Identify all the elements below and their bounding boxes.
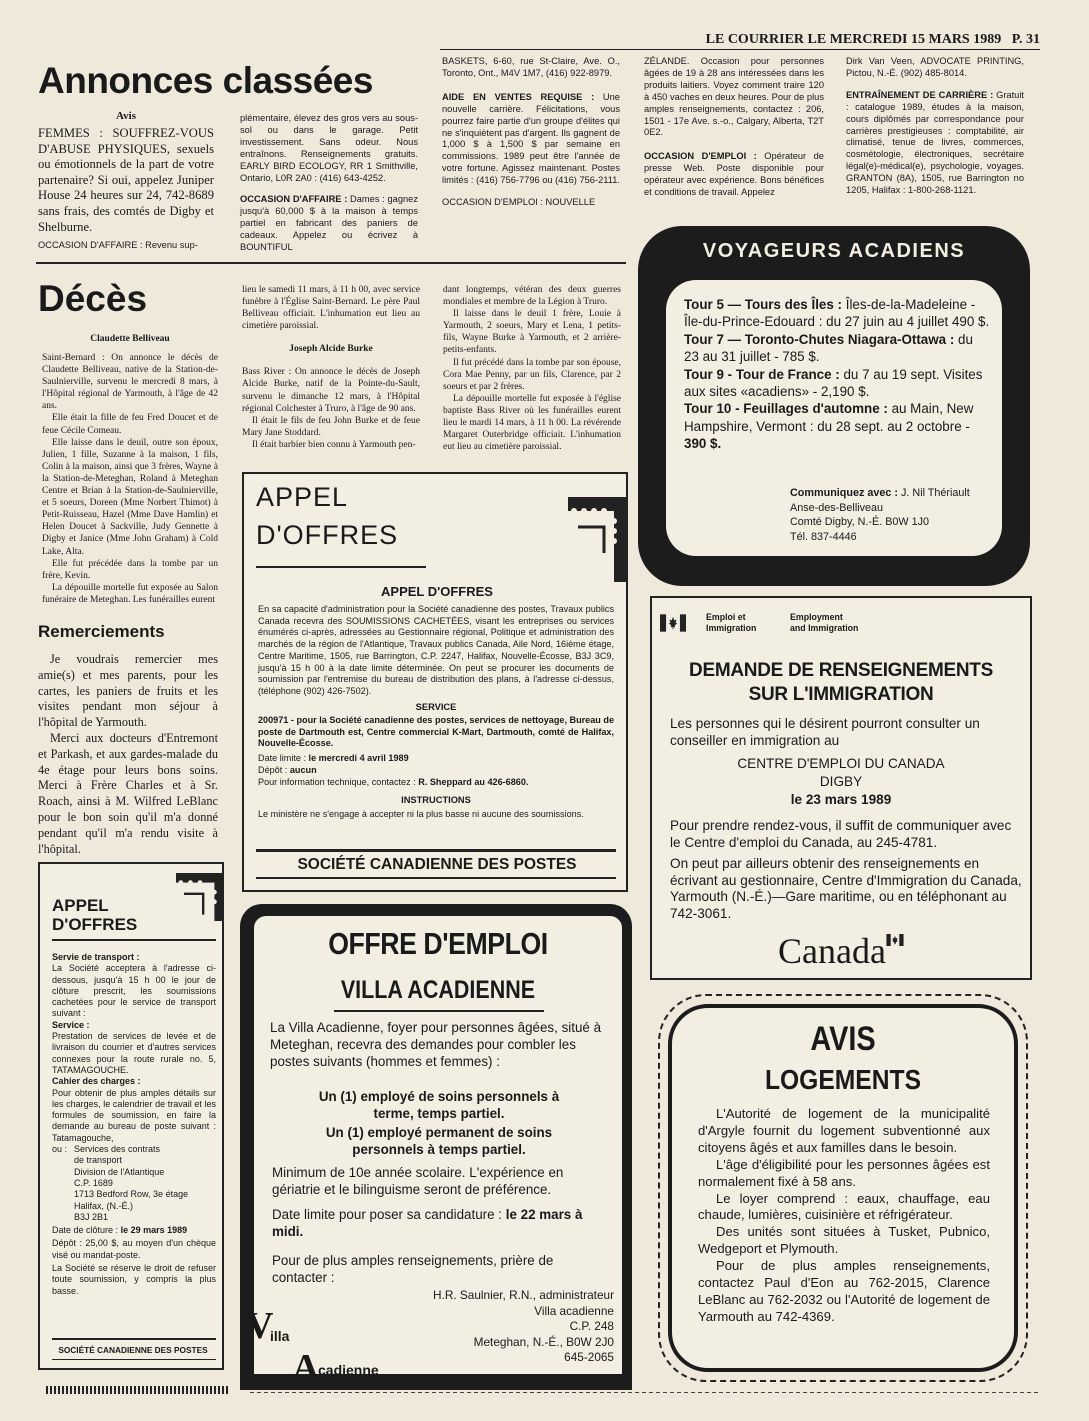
avis-heading: Avis <box>116 110 136 122</box>
col4b-body: Opérateur de presse Web. Poste disponible pour opérateur avec expérience. Bons bénéfices et conditions de travail. Appelez <box>644 151 824 198</box>
deces-title: Décès <box>38 278 148 319</box>
emploi-deadline <box>272 1206 606 1241</box>
classees-col4-text-b <box>644 151 824 199</box>
villa-logo-a: A <box>292 1347 320 1389</box>
tour-10-head: Tour 10 - Feuillages d'automne : <box>684 401 888 417</box>
bottom-rule <box>250 1392 1040 1393</box>
addr-line: B3J 2B1 <box>74 1211 109 1222</box>
addr-lines <box>52 1144 216 1223</box>
deces-name-2: Joseph Alcide Burke <box>289 344 373 355</box>
tour-7 <box>684 331 990 366</box>
reserve-text: La Société se réserve le droit de refuser toute soumission, y compris la plus basse. <box>52 1263 216 1296</box>
appel-small-foot-rule1 <box>52 1338 216 1340</box>
col2b-head: OCCASION D'AFFAIRE : <box>240 194 348 205</box>
contact-line: Anse-des-Belliveau <box>790 501 884 514</box>
villa-logo-cadienne: cadienne <box>318 1362 379 1378</box>
villa-logo-v: V <box>246 1305 274 1347</box>
canada-wordmark: Canada <box>778 931 886 971</box>
date-label: Date limite : <box>258 753 307 764</box>
addr-line: 1713 Bedford Row, 3e étage <box>74 1189 189 1200</box>
addr-line: de transport <box>74 1155 123 1166</box>
tour-10-price: 390 $. <box>684 436 722 452</box>
appel-small-foot-rule2 <box>52 1359 216 1360</box>
sig-line: C.P. 248 <box>569 1319 614 1334</box>
appel-big-title2: D'OFFRES <box>256 520 399 550</box>
appel-small-footer: SOCIÉTÉ CANADIENNE DES POSTES <box>58 1345 208 1355</box>
addr-line: C.P. 1689 <box>74 1177 113 1188</box>
deces-text-1: Saint-Bernard : On annonce le décès de Claudette Belliveau, native de la Station-de-Saulnierville, survenu le mercredi 8 mars, à l'Hôpital régional de Yarmouth, à l'âge de 42 ans. <box>42 353 218 412</box>
appel-big-depot <box>258 765 614 777</box>
s2-head: Service : <box>52 1019 90 1030</box>
en-line2: and Immigration <box>790 622 859 633</box>
classees-col3-text-b <box>442 92 620 187</box>
bottom-border <box>46 1386 228 1394</box>
s2-text: Prestation de services de levée et de livraison du courrier et d'autres services connexes pour la route rurale no. 5, TATAMAGOUCHE. <box>52 1031 216 1075</box>
deces-text-2c: Il était barbier bien connu à Yarmouth pen- <box>252 439 416 450</box>
emploi-pos1: Un (1) employé de soins personnels à terme, temps partiel. <box>318 1089 560 1122</box>
page-header: LE COURRIER LE MERCREDI 15 MARS 1989 P. 31 <box>705 32 1040 47</box>
tour-5-head: Tour 5 — Tours des Îles : <box>684 297 842 312</box>
appel-big-instr: Le ministère ne s'engage à accepter ni la plus basse ni aucune des soumissions. <box>258 809 584 820</box>
sig-line: Villa acadienne <box>534 1303 614 1318</box>
deces-text-1e: La dépouille mortelle fut exposée au Salon funéraire de Meteghan. Les funérailles eurent <box>42 582 218 605</box>
immigration-centre2: DIGBY <box>819 774 863 789</box>
classees-title: Annonces classées <box>38 60 373 101</box>
emploi-intro: La Villa Acadienne, foyer pour personnes âgées, situé à Meteghan, recevra des demandes pour combler les postes suivants (hommes et femmes) : <box>270 1020 602 1069</box>
col5b-body: Gratuit : catalogue 1989, études à la maison, cours diplômés par correspondance pour carrières prestigieuses : comptabilité, air climatisé, tenue de livres, commerces, cosmétologie, électroniques, secrétaire légal(e)-médical(e), psychologie, voyages. GRANTON (8A), 1505, rue Barrington no 1205, Halifax : 1-800-268-1121. <box>846 89 1024 196</box>
emploi-title: OFFRE D'EMPLOI <box>328 926 548 961</box>
col2b-body: Dames : gagnez jusqu'à 60,000 $ à la maison à temps partiel en fabricant des paniers de cadeaux. Appelez ou écrivez à BOUNTIFUL <box>240 194 419 253</box>
appel-big-title-rule <box>256 566 426 568</box>
emploi-more: Pour de plus amples renseignements, prière de contacter : <box>272 1253 554 1286</box>
en-line1: Employment <box>790 612 843 622</box>
emploi-pos2: Un (1) employé permanent de soins personnels à temps partiel. <box>325 1125 553 1158</box>
immigration-en <box>790 612 858 633</box>
appel-big-head: APPEL D'OFFRES <box>381 584 493 599</box>
wordmark-flag-icon <box>886 934 904 946</box>
appel-offres-small <box>38 862 224 1370</box>
classees-col5-text-b <box>846 90 1024 197</box>
s3-text: Pour obtenir de plus amples détails sur les charges, le calendrier de travail et les formules de soumission, en faire la demande au bureau de poste suivant : Tatamagouche, <box>52 1087 216 1143</box>
sig-line: Meteghan, N.-É., B0W 2J0 <box>473 1334 614 1349</box>
deadline-value: le 22 mars à midi. <box>272 1207 583 1240</box>
emploi-subtitle: VILLA ACADIENNE <box>340 976 536 1004</box>
immigration-intro: Les personnes qui le désirent pourront consulter un conseiller en immigration au <box>670 716 980 748</box>
s1-head: Servie de transport : <box>52 952 140 962</box>
contact-label: Communiquez avec : <box>790 487 898 499</box>
appel-big-service-head: SERVICE <box>415 701 457 712</box>
deces-col2 <box>242 284 420 451</box>
contact-name: J. Nil Thériault <box>901 487 970 499</box>
voyageurs-acadiens <box>638 226 1030 586</box>
occasion-affaire-1: OCCASION D'AFFAIRE : Revenu sup- <box>38 240 198 251</box>
tour-7-head: Tour 7 — Toronto-Chutes Niagara-Ottawa : <box>684 331 955 347</box>
classees-col4 <box>644 56 824 199</box>
addr-line: Division de l'Atlantique <box>74 1166 165 1177</box>
avis-logements <box>658 994 1028 1382</box>
logements-p3: Le loyer comprend : eaux, chauffage, eau chaude, lumières, cuisinière et réfrigérateur. <box>698 1190 990 1223</box>
col3b-head: AIDE EN VENTES REQUISE : <box>442 91 595 102</box>
voyageurs-title: VOYAGEURS ACADIENS <box>702 240 966 262</box>
info-value: R. Sheppard au 426-6860. <box>418 777 529 788</box>
logements-p5: Pour de plus amples renseignements, contactez Paul d'Eon au 762-2015, Clarence LeBlanc au 762-2032 ou l'Autorité de logement de Yarmouth au 742-4369. <box>698 1258 990 1324</box>
voyageurs-inner <box>666 280 1002 556</box>
classees-col4-text-a: ZÉLANDE. Occasion pour personnes âgées de 19 à 28 ans intéressées dans les produits laitiers. Voyez comment traire 120 à 450 vaches en deux heures. Pour de plus amples renseignements, contactez : 206, 1501 - 17e Ave. s.-o., Calgary, Alberta, T2T 0E2. <box>644 56 824 138</box>
emploi-req: Minimum de 10e année scolaire. L'expérience en gériatrie et le bilinguisme seront de préférence. <box>272 1165 564 1198</box>
header-rule <box>440 49 1040 50</box>
appel-big-body-wrap <box>258 604 614 821</box>
logements-title2: LOGEMENTS <box>764 1064 922 1095</box>
immigration-p1: Pour prendre rendez-vous, il suffit de communiquer avec le Centre d'emploi du Canada, au 245-4781. <box>670 818 1012 850</box>
deces-col2-a: lieu le samedi 11 mars, à 11 h 00, avec service funèbre à l'Église Saint-Bernard. Le père Paul Belliveau officiait. L'inhumation eut lieu au cimetière paroissial. <box>242 285 420 332</box>
date-value: le mercredi 4 avril 1989 <box>308 753 409 764</box>
deces-col3-a: dant longtemps, vétéran des deux guerres mondiales et membre de la Légion à Truro. <box>443 285 621 308</box>
tour-7-text: du 23 au 31 juillet - 785 $. <box>684 331 973 365</box>
fr-line1: Emploi et <box>706 612 746 622</box>
appel-big-date <box>258 753 614 765</box>
tour-9-text: du 7 au 19 sept. Visites aux sites «acadiens» - 2,190 $. <box>684 366 983 400</box>
classees-col5 <box>846 56 1024 197</box>
tour-10-text: au Main, New Hampshire, Vermont : du 28 sept. au 2 octobre - <box>684 401 974 434</box>
col5b-head: ENTRAÎNEMENT DE CARRIÈRE : <box>846 89 994 100</box>
section-rule <box>36 262 626 264</box>
col4b-head: OCCASION D'EMPLOI : <box>644 151 757 162</box>
voyageurs-contact <box>790 486 996 544</box>
deces-text-1b: Elle était la fille de feu Fred Doucet et de feue Cécile Comeau. <box>42 413 218 436</box>
depot-label: Dépôt : <box>258 765 288 776</box>
closing-label: Date de clôture : <box>52 1225 119 1236</box>
stamp-corner-small-icon <box>176 862 224 932</box>
classees-col3-text-a: BASKETS, 6-60, rue St-Claire, Ave. O., Toronto, Ont., M4V 1M7, (416) 922-8979. <box>442 56 620 78</box>
classees-col1 <box>38 110 214 252</box>
ou-label: ou : <box>52 1144 68 1155</box>
deces-col3-b: Il laisse dans le deuil 1 frère, Louie à Yarmouth, 2 soeurs, Mary et Lena, 1 petits-fils, Wayne Burke à Yarmouth, et 2 arrière-petits-enfants. <box>443 309 621 356</box>
offre-emploi <box>240 904 632 1390</box>
appel-small-title1: APPEL <box>52 896 109 915</box>
deces-text-1c: Elle laisse dans le deuil, outre son époux, Julien, 1 fille, Suzanne à la maison, 1 fils, Colin à la maison, ainsi que 3 frères, Wayne à la Station-de-Meteghan, Roland à Meteghan Centre et Brian à la Station-de-Saulnierville, et 5 soeurs, Doreen (Mme Norbert Thimot) à Petit-Ruisseau, Hazel (Mme Dave Hamlin) et Helen Doucet à Sackville, Judy Gennette à Digby et Janice (Mme John Graham) à Cold Lake, Alta. <box>42 437 218 557</box>
sig-line: 645-2065 <box>564 1350 614 1365</box>
remerciements-title: Remerciements <box>38 622 165 641</box>
offre-emploi-inner <box>246 914 624 1389</box>
immigration-p2: On peut par ailleurs obtenir des renseignements en écrivant au gestionnaire, Centre d'Immigration du Canada, Yarmouth (N.-É.)—Gare maritime, ou en téléphonant au 742-3061. <box>670 856 1022 921</box>
logements-p2: L'âge d'éligibilité pour les personnes âgées est normalement fixé à 58 ans. <box>698 1156 990 1189</box>
canada-flag-icon <box>660 614 686 632</box>
closing-value: le 29 mars 1989 <box>120 1225 188 1236</box>
immigration-notice <box>650 596 1032 980</box>
appel-big-foot-rule1 <box>256 849 616 852</box>
deces-col3 <box>443 284 621 453</box>
stamp-corner-icon <box>568 472 628 582</box>
logements-body <box>698 1106 990 1326</box>
appel-big-title1: APPEL <box>256 482 349 512</box>
appel-big-instr-head: INSTRUCTIONS <box>401 795 471 806</box>
villa-logo-illa: illa <box>270 1328 290 1344</box>
tour-5-text: Îles-de-la-Madeleine - Île-du-Prince-Edouard : du 27 juin au 4 juillet 490 $. <box>684 297 990 330</box>
contact-line: Tél. 837-4446 <box>790 530 857 543</box>
closing-date <box>52 1225 216 1236</box>
s1-text: La Société acceptera à l'adresse ci-dessous, jusqu'à 15 h 00 le jour de clôture prescrit, les soumissions cachetées pour le service de transport suivant : <box>52 963 216 1019</box>
deces-name-1: Claudette Belliveau <box>90 334 170 344</box>
addr-line: Halifax, (N.-É.) <box>74 1200 134 1211</box>
deces-col1 <box>42 334 218 606</box>
classees-col5-text-a: Dirk Van Veen, ADVOCATE PRINTING, Pictou, N.-É. (902) 485-8014. <box>846 56 1024 78</box>
sig-line: H.R. Saulnier, R.N., administrateur <box>433 1288 614 1302</box>
appel-big-body: En sa capacité d'administration pour la Société canadienne des postes, Travaux publics Canada recevra des SOUMISSIONS CACHETÉES, visant les entreprises ou services énumérés ci-après, adressées au Gestionnaire régional, Politique et administration des marchés de la région de l'Atlantique, Travaux publics Canada, Aile Nord, 16ième étage, Centre Maritime, 1505, rue Barrington, C.P. 2247, Halifax, Nouvelle-Écosse, B3J 3C9, jusqu'à 15 h 00 à la date limite déterminée. On peut se procurer les documents de soumission par l'entremise du bureau de distribution des plans, à l'adresse ci-dessus, (téléphone (902) 426-7502). <box>258 604 614 696</box>
logements-title1: AVIS <box>810 1020 876 1058</box>
info-label: Pour information technique, contactez : <box>258 777 416 788</box>
immigration-fr <box>706 612 756 633</box>
appel-big-foot-rule2 <box>256 877 616 879</box>
appel-small-title2: D'OFFRES <box>52 915 138 934</box>
deces-text-2b: Il était le fils de feu John Burke et de feue Mary Jane Stoddard. <box>242 415 420 438</box>
fr-line2: Immigration <box>706 622 757 633</box>
immigration-title2: SUR L'IMMIGRATION <box>748 684 934 705</box>
deces-col3-c: Il fut précédé dans la tombe par son épouse, Cora Mae Penny, par un fils, Clarence, par 2 soeurs et par 2 frères. <box>443 357 621 392</box>
voyageurs-tours <box>684 296 990 453</box>
addr-line: Services des contrats <box>74 1144 161 1155</box>
deces-col3-d: La dépouille mortelle fut exposée à l'église baptiste Bass River où les funérailles eurent lieu le mardi 14 mars, à 11 h 00. La révérende Margaret Outerbridge officiait. L'inhumation eut lieu au cimetière paroissial. <box>443 393 621 453</box>
contact-line: Comté Digby, N.-É. B0W 1J0 <box>790 516 929 529</box>
classees-col3 <box>442 56 620 209</box>
col3b-body: Une nouvelle carrière. Félicitations, vous pourrez faire partie d'un groupe d'élites qui ne s'inquiètent pas d'argent. Ils gagnent de 1,000 $ à 1,500 $ par semaine en commissions. 1989 peut être l'année de votre fortune. Agissez maintenant. Postes limités : (416) 756-7796 ou (416) 756-2111. <box>442 91 620 186</box>
immigration-date: le 23 mars 1989 <box>790 792 892 807</box>
avis-text: FEMMES : SOUFFREZ-VOUS D'ABUSE PHYSIQUES, sexuels ou émotionnels de la part de votre partenaire? Si oui, appelez Juniper House 24 heures sur 24, 742-8689 sans frais, des comtés de Digby et Shelburne. <box>38 126 214 234</box>
depot-value: aucun <box>289 765 317 776</box>
logements-p4: Des unités sont situées à Tusket, Pubnico, Wedgeport et Plymouth. <box>698 1224 990 1257</box>
deces-text-2: Bass River : On annonce le décès de Joseph Alcide Burke, natif de la Pointe-du-Sault, survenu le dimanche 12 mars, à l'Hôpital régional Colchester à Truro, à l'âge de 90 ans. <box>242 367 420 414</box>
tour-10 <box>684 400 990 452</box>
classees-col2 <box>240 113 418 254</box>
emploi-sub-rule <box>334 1010 544 1012</box>
appel-small-body <box>52 952 216 1297</box>
avis-logements-inner <box>668 1004 1018 1372</box>
logements-p1: L'Autorité de logement de la municipalité d'Argyle fournit du logement subventionné aux citoyens âgés et aux familles dans le besoin. <box>698 1106 990 1155</box>
classees-col2-text-b <box>240 194 418 254</box>
classees-col2-text-a: plémentaire, élevez des gros vers au sous-sol ou dans le garage. Petit investissement. Sans odeur. Nous entraînons. Renseignements gratuits. EARLY BIRD ECOLOGY, RR 1 Smithville, Ontario, L0R 2A0 : (416) 643-4252. <box>240 113 418 183</box>
tour-9 <box>684 366 990 401</box>
depot-text: Dépôt : 25,00 $, au moyen d'un chèque visé ou mandat-poste. <box>52 1238 216 1260</box>
remerciements-p2: Merci aux docteurs d'Entremont et Parkash, et aux gardes-malade du 4e étage pour leurs bons soins. Merci à Frère Charles et à Sr. Roach, ainsi à M. Wilfred LeBlanc pour le bon soin qu'il m'a donné pendant qu'il m'a rendu visite à l'hôpital. <box>38 730 218 856</box>
deces-text-1d: Elle fut précédée dans la tombe par un frère, Kevin. <box>42 558 218 581</box>
appel-big-info <box>258 777 614 789</box>
classees-col3-text-c: OCCASION D'EMPLOI : NOUVELLE <box>442 197 596 208</box>
contact-line <box>790 486 996 501</box>
s3-head: Cahier des charges : <box>52 1076 141 1087</box>
appel-offres-big <box>242 472 628 892</box>
remerciements <box>38 622 218 889</box>
immigration-centre1: CENTRE D'EMPLOI DU CANADA <box>737 756 945 771</box>
immigration-title1: DEMANDE DE RENSEIGNEMENTS <box>689 660 993 681</box>
appel-big-footer: SOCIÉTÉ CANADIENNE DES POSTES <box>297 856 577 873</box>
emploi-signature <box>404 1288 614 1366</box>
appel-big-service: 200971 - pour la Société canadienne des postes, services de nettoyage, Bureau de poste de Dartmouth est, Centre commercial K-Mart, Dartmouth, comté de Halifax, Nouvelle-Écosse. <box>258 714 614 749</box>
tour-5 <box>684 296 990 331</box>
deadline-label: Date limite pour poser sa candidature : <box>272 1207 502 1222</box>
tour-9-head: Tour 9 - Tour de France : <box>684 366 840 382</box>
remerciements-p1: Je voudrais remercier mes amie(s) et mes parents, pour les cartes, les paniers de fruits et les visites pendant mon séjour à l'hôpital de Yarmouth. <box>38 652 218 730</box>
appel-small-title-rule <box>52 939 216 941</box>
addr-block <box>52 1144 216 1223</box>
